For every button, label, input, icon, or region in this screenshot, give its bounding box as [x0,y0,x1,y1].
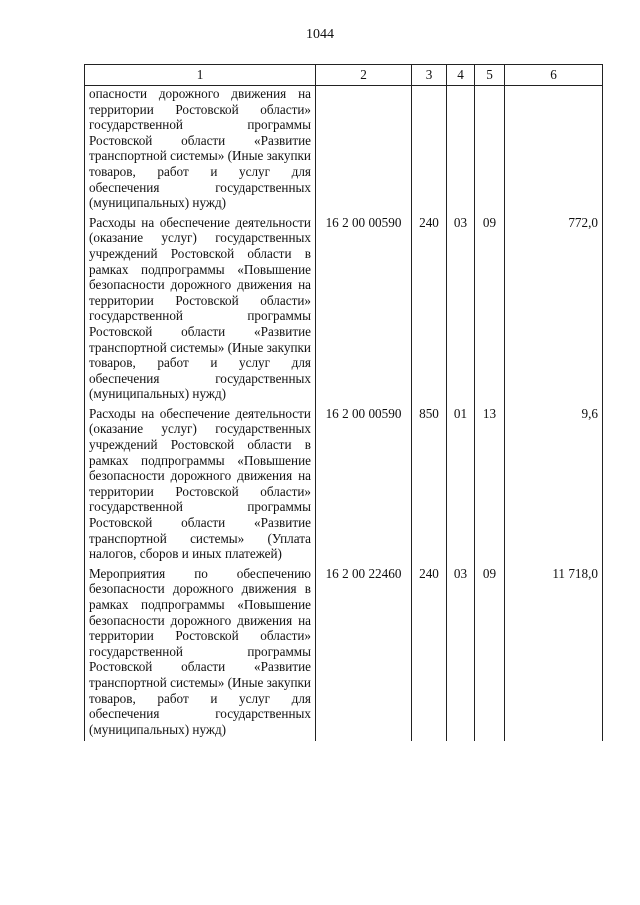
section-code [447,86,475,215]
section-code: 03 [447,566,475,742]
row-name: Мероприятия по обеспечению безопасности дорожного движения в рамках подпрограммы «Повышение безопасности дорожного движения на территории Ростовской области» государственной программы Ростовской области «Развитие транспортной системы» (Иные закупки товаров, работ и услуг для обеспечения государственных (муниципальных) нужд) [85,566,316,742]
expense-type-code: 240 [412,566,447,742]
target-article-code: 16 2 00 00590 [316,215,412,406]
target-article-code: 16 2 00 00590 [316,406,412,566]
budget-table [84,64,603,741]
column-header-1: 1 [85,65,316,86]
section-code: 01 [447,406,475,566]
table-row [85,215,603,406]
column-header-4: 4 [447,65,475,86]
column-header-2: 2 [316,65,412,86]
expense-type-code: 850 [412,406,447,566]
target-article-code: 16 2 00 22460 [316,566,412,742]
table-row [85,406,603,566]
amount: 772,0 [505,215,603,406]
section-code: 03 [447,215,475,406]
table-row [85,566,603,742]
row-name: Расходы на обеспечение деятельности (оказание услуг) государственных учреждений Ростовской области в рамках подпрограммы «Повышение безопасности дорожного движения на территории Ростовской области» государственной программы Ростовской области «Развитие транспортной системы» (Иные закупки товаров, работ и услуг для обеспечения государственных (муниципальных) нужд) [85,215,316,406]
table-row [85,86,603,215]
page-number: 1044 [306,27,334,42]
row-name: Расходы на обеспечение деятельности (оказание услуг) государственных учреждений Ростовской области в рамках подпрограммы «Повышение безопасности дорожного движения на территории Ростовской области» государственной программы Ростовской области «Развитие транспортной системы» (Уплата налогов, сборов и иных платежей) [85,406,316,566]
subsection-code: 09 [475,566,505,742]
subsection-code: 13 [475,406,505,566]
column-header-5: 5 [475,65,505,86]
table-header-row [85,65,603,86]
target-article-code [316,86,412,215]
amount: 11 718,0 [505,566,603,742]
column-header-3: 3 [412,65,447,86]
amount: 9,6 [505,406,603,566]
column-header-6: 6 [505,65,603,86]
subsection-code [475,86,505,215]
expense-type-code [412,86,447,215]
subsection-code: 09 [475,215,505,406]
expense-type-code: 240 [412,215,447,406]
row-name: опасности дорожного движения на территории Ростовской области» государственной программы Ростовской области «Развитие транспортной системы» (Иные закупки товаров, работ и услуг для обеспечения государственных (муниципальных) нужд) [85,86,316,215]
amount [505,86,603,215]
